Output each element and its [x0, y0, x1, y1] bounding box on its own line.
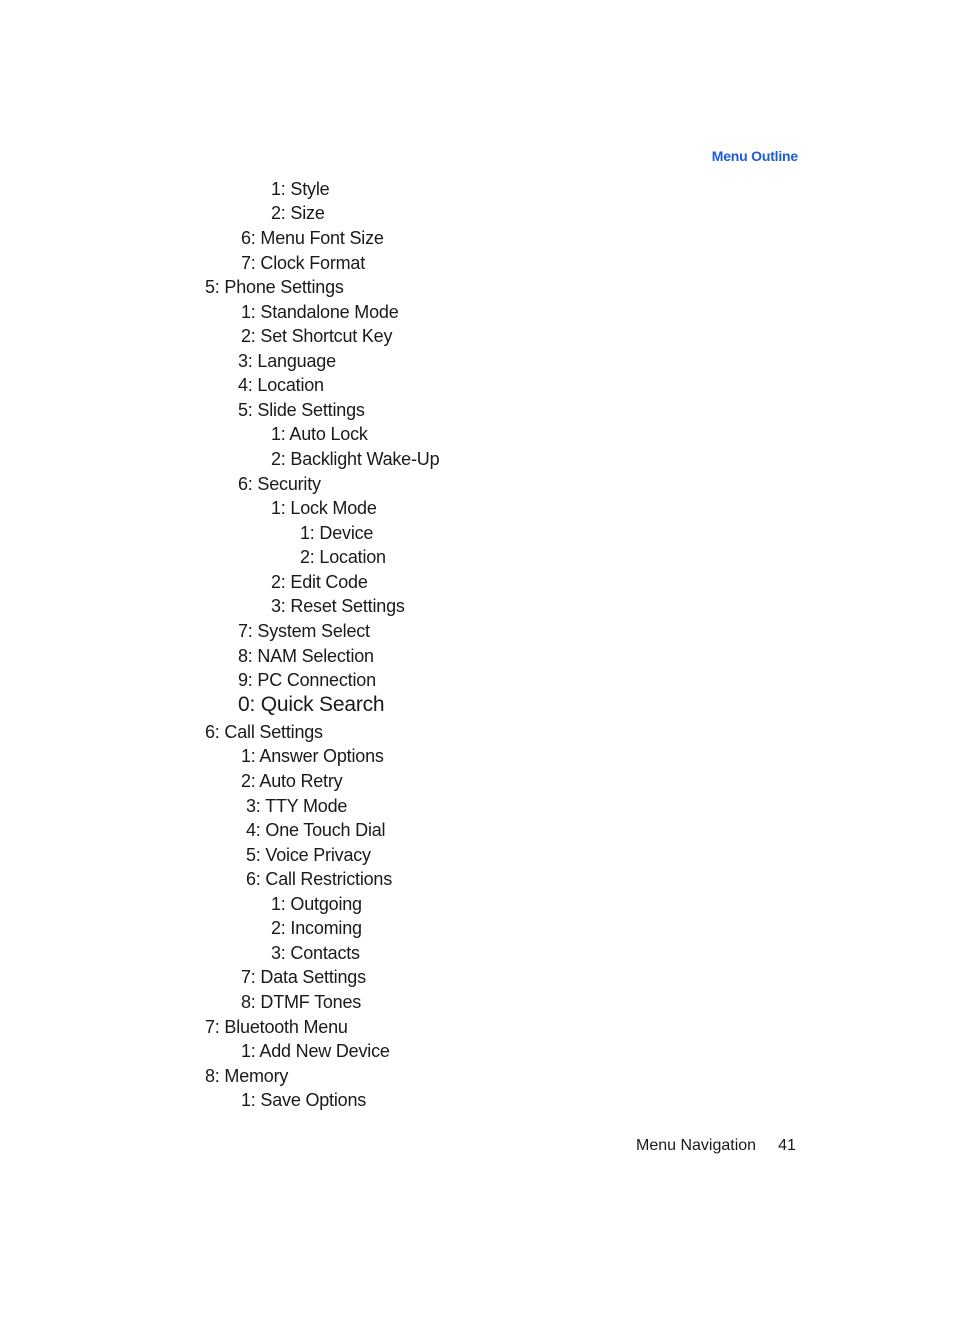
outline-item: 1: Save Options [241, 1090, 367, 1110]
outline-item: 8: NAM Selection [238, 646, 374, 666]
outline-item: 3: TTY Mode [246, 796, 348, 816]
outline-item: 8: DTMF Tones [241, 992, 362, 1012]
outline-item: 5: Phone Settings [205, 277, 344, 297]
outline-item: 5: Slide Settings [238, 400, 365, 420]
outline-item: 1: Standalone Mode [241, 302, 399, 322]
page-footer [636, 1137, 796, 1155]
outline-item: 1: Style [271, 179, 330, 199]
outline-item: 2: Edit Code [271, 572, 368, 592]
outline-item: 6: Call Restrictions [246, 869, 393, 889]
outline-item: 1: Add New Device [241, 1041, 390, 1061]
outline-item: 0: Quick Search [238, 693, 385, 716]
outline-item: 7: Bluetooth Menu [205, 1017, 348, 1037]
outline-item: 6: Call Settings [205, 722, 323, 742]
outline-item: 2: Incoming [271, 918, 362, 938]
outline-item: 7: Clock Format [241, 253, 366, 273]
outline-item: 1: Lock Mode [271, 498, 377, 518]
outline-item: 2: Backlight Wake-Up [271, 449, 440, 469]
page-header-title: Menu Outline [711, 148, 798, 164]
outline-item: 3: Contacts [271, 943, 360, 963]
outline-item: 9: PC Connection [238, 670, 376, 690]
outline-item: 7: System Select [238, 621, 370, 641]
outline-item: 2: Size [271, 203, 325, 223]
outline-item: 4: One Touch Dial [246, 820, 386, 840]
outline-item: 2: Auto Retry [241, 771, 343, 791]
outline-item: 1: Answer Options [241, 746, 384, 766]
outline-item: 4: Location [238, 375, 324, 395]
outline-item: 2: Location [300, 547, 386, 567]
outline-item: 6: Menu Font Size [241, 228, 384, 248]
outline-item: 3: Reset Settings [271, 596, 405, 616]
outline-item: 3: Language [238, 351, 336, 371]
footer-section-title: Menu Navigation [636, 1137, 757, 1154]
outline-item: 1: Device [300, 523, 374, 543]
outline-item: 6: Security [238, 474, 321, 494]
outline-item: 5: Voice Privacy [246, 845, 371, 865]
outline-item: 7: Data Settings [241, 967, 366, 987]
outline-item: 1: Auto Lock [271, 424, 368, 444]
outline-item: 8: Memory [205, 1066, 289, 1086]
outline-item: 2: Set Shortcut Key [241, 326, 393, 346]
page-number: 41 [778, 1137, 796, 1154]
outline-item: 1: Outgoing [271, 894, 362, 914]
